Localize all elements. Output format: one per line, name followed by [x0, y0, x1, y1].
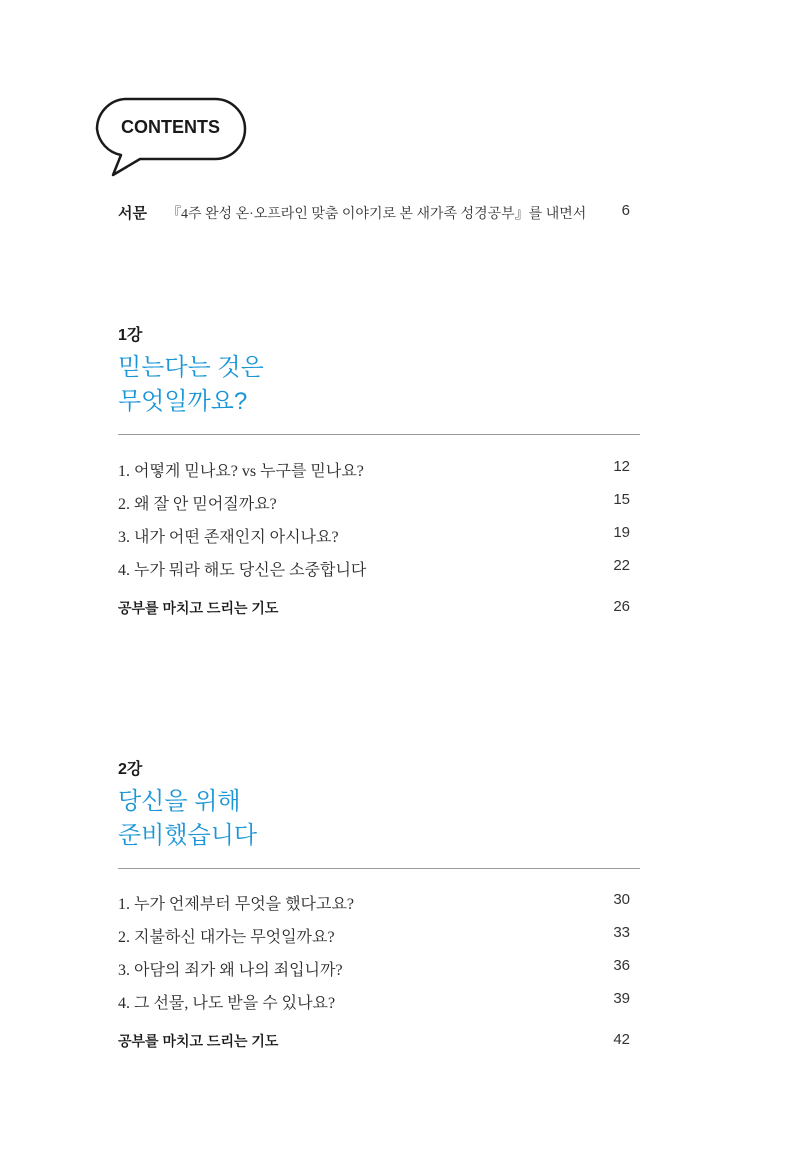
toc-item[interactable]	[118, 957, 630, 990]
toc-item[interactable]	[118, 990, 630, 1023]
section-title-line: 믿는다는 것은	[118, 354, 264, 381]
section-title-line: 당신을 위해	[118, 788, 241, 815]
toc-item-title: 1. 어떻게 믿나요? vs 누구를 믿나요?	[118, 463, 364, 480]
toc-item[interactable]	[118, 557, 630, 590]
contents-badge	[95, 97, 250, 179]
toc-item-page: 39	[613, 990, 630, 1007]
toc-item[interactable]	[118, 891, 630, 924]
toc-item-page: 15	[613, 491, 630, 508]
toc-item-title: 1. 누가 언제부터 무엇을 했다고요?	[118, 896, 355, 913]
section-divider	[118, 434, 640, 435]
toc-prayer-entry[interactable]	[118, 1031, 630, 1055]
toc-prayer-title: 공부를 마치고 드리는 기도	[118, 1033, 279, 1049]
toc-prayer-page: 42	[613, 1031, 630, 1048]
toc-item-title: 2. 지불하신 대가는 무엇일까요?	[118, 929, 335, 946]
preface-entry[interactable]	[118, 202, 630, 226]
toc-item-title: 3. 내가 어떤 존재인지 아시나요?	[118, 529, 339, 546]
toc-item-title: 3. 아담의 죄가 왜 나의 죄입니까?	[118, 962, 343, 979]
toc-item-page: 33	[613, 924, 630, 941]
toc-item-title: 2. 왜 잘 안 믿어질까요?	[118, 496, 277, 513]
contents-heading: CONTENTS	[121, 117, 220, 137]
section-label: 1강	[118, 327, 143, 344]
toc-item[interactable]	[118, 491, 630, 524]
toc-item-page: 12	[613, 458, 630, 475]
toc-item-page: 19	[613, 524, 630, 541]
toc-item[interactable]	[118, 524, 630, 557]
preface-title: 『4주 완성 온·오프라인 맞춤 이야기로 본 새가족 성경공부』를 내면서	[167, 207, 587, 222]
toc-item-title: 4. 누가 뭐라 해도 당신은 소중합니다	[118, 562, 367, 579]
section-lesson-2	[118, 756, 640, 1049]
preface-label: 서문	[118, 205, 147, 222]
toc-prayer-entry[interactable]	[118, 598, 630, 622]
section-title-line: 무엇일까요?	[118, 388, 248, 415]
toc-item-page: 22	[613, 557, 630, 574]
toc-item[interactable]	[118, 458, 630, 491]
section-title	[118, 351, 640, 419]
toc-prayer-page: 26	[613, 598, 630, 615]
toc-list	[118, 458, 630, 590]
section-divider	[118, 868, 640, 869]
preface-page-number: 6	[621, 202, 630, 219]
speech-bubble-icon	[95, 97, 250, 179]
toc-item-page: 30	[613, 891, 630, 908]
section-label: 2강	[118, 761, 143, 778]
section-lesson-1	[118, 322, 640, 616]
toc-item-page: 36	[613, 957, 630, 974]
toc-prayer-title: 공부를 마치고 드리는 기도	[118, 600, 279, 616]
toc-item-title: 4. 그 선물, 나도 받을 수 있나요?	[118, 995, 336, 1012]
section-title	[118, 785, 640, 853]
section-title-line: 준비했습니다	[118, 822, 258, 849]
toc-list	[118, 891, 630, 1023]
toc-item[interactable]	[118, 924, 630, 957]
